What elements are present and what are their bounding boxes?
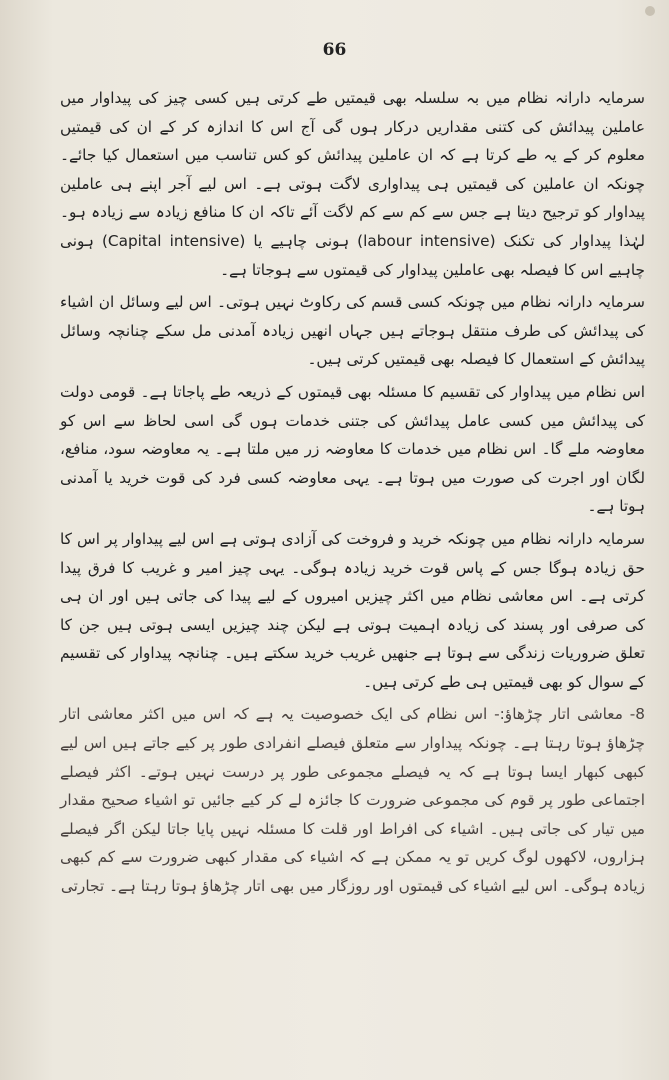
page-body (60, 84, 645, 905)
paragraph-pricing-factors: سرمایہ دارانہ نظام میں بہ سلسلہ بھی قیمتیں طے کرتی ہیں کسی چیز کی پیداوار میں عاملین پیدائش کی کتنی مقداریں درکار ہوں گی آج اس کا اندازہ کر کے ان کی قیمتیں معلوم کر کے یہ طے کرتا ہے کہ ان عاملین پیدائش کو کس تناسب میں استعمال کیا جائے۔ چونکہ ان عاملین کی قیمتیں ہی پیداواری لاگت ہوتی ہے۔ اس لیے آجر اپنے ہی عاملین پیداوار کو ترجیح دیتا ہے جس سے کم سے کم لاگت آئے تاکہ ان کا منافع زیادہ سے زیادہ ہو۔ لہٰذا پیداوار کی تکنک (labour intensive) ہونی چاہیے یا (Capital intensive) ہونی چاہیے اس کا فیصلہ بھی عاملین پیداوار کی قیمتوں سے ہوجاتا ہے۔ (60, 89, 646, 279)
paragraph-economic-fluctuations: 8- معاشی اتار چڑھاؤ:- اس نظام کی ایک خصوصیت یہ ہے کہ اس میں اکثر معاشی اتار چڑھاؤ ہوتا رہتا ہے۔ چونکہ پیداوار سے متعلق فیصلے انفرادی طور پر کیے جاتے ہیں اس لیے کبھی کبھار ایسا ہوتا ہے کہ یہ فیصلے مجموعی طور پر درست نہیں ہوتے۔ اکثر فیصلے اجتماعی طور پر قوم کی مجموعی ضرورت کا جائزہ لے کر کیے جائیں تو اشیاء صحیح مقدار میں تیار کی جاتی ہیں۔ اشیاء کی افراط اور قلت کا مسئلہ نہیں پایا جاتا لیکن اگر فیصلے ہزاروں، لاکھوں لوگ کریں تو یہ ممکن ہے کہ اشیاء کی مقدار کبھی ضرورت سے کم کبھی زیادہ ہوگی۔ اس لیے اشیاء کی قیمتوں اور روزگار میں بھی اتار چڑھاؤ ہوتا رہتا ہے۔ تجارتی (60, 705, 645, 896)
paragraph-purchasing-power: سرمایہ دارانہ نظام میں چونکہ خرید و فروخت کی آزادی ہوتی ہے اس لیے پیداوار پر اس کا حق زیادہ ہوگا جس کے پاس قوت خرید زیادہ ہوگی۔ یہی چیز امیر و غریب کا فرق پیدا کرتی ہے۔ اس معاشی نظام میں اکثر چیزیں امیروں کے لیے پیدا کی جاتی ہیں اور ان ہی کی صرفی اور پسند کی زیادہ اہمیت ہوتی ہے لیکن چند چیزیں ایسی ہوتی ہیں جن کا تعلق ضروریات زندگی سے ہوتا ہے جنھیں غریب خرید سکتے ہیں۔ چنانچہ پیداوار کی تقسیم کے سوال کو بھی قیمتیں ہی طے کرتی ہیں۔ (60, 529, 645, 691)
page-number: 66 (322, 40, 347, 60)
paragraph-distribution: اس نظام میں پیداوار کی تقسیم کا مسئلہ بھی قیمتوں کے ذریعہ طے پاجاتا ہے۔ قومی دولت کی پیدائش میں کسی عامل پیدائش کی جتنی خدمات ہوں گی اسی لحاظ سے اس کو معاوضہ ملے گا۔ اس نظام میں خدمات کا معاوضہ زر میں ملتا ہے۔ یہ معاوضہ سود، منافع، لگان اور اجرت کی صورت میں ہوتا ہے۔ یہی معاوضہ کسی فرد کی قوت خرید یا آمدنی ہوتا ہے۔ (60, 382, 645, 516)
paragraph-resource-allocation: سرمایہ دارانہ نظام میں چونکہ کسی قسم کی رکاوٹ نہیں ہوتی۔ اس لیے وسائل ان اشیاء کی پیدائش کی طرف منتقل ہوجاتے ہیں جہاں انھیں زیادہ آمدنی مل سکے چنانچہ وسائل پیدائش کے استعمال کا فیصلہ بھی قیمتیں کرتی ہیں۔ (60, 293, 645, 369)
scan-mark (645, 6, 655, 16)
